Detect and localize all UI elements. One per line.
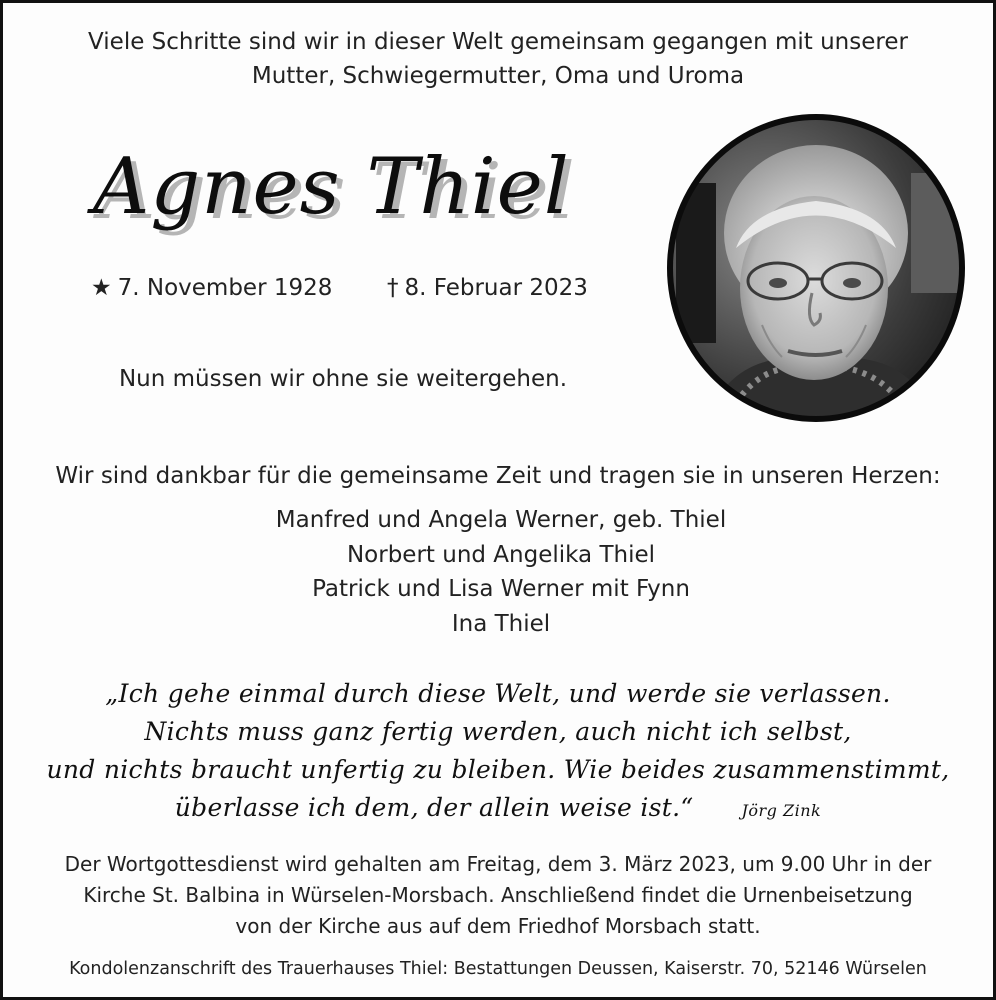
thanks-text: Wir sind dankbar für die gemeinsame Zeit und tragen sie in unseren Herzen: (55, 463, 941, 489)
quote-line: überlasse ich dem, der allein weise ist.“ (174, 793, 694, 822)
service-line: von der Kirche aus auf dem Friedhof Morsbach statt. (235, 914, 761, 938)
cross-icon: † (387, 275, 399, 301)
intro-text (23, 25, 973, 93)
quote-line: Nichts muss ganz fertig werden, auch nicht ich selbst, (144, 717, 852, 746)
intro-line-2: Mutter, Schwiegermutter, Oma und Uroma (251, 63, 745, 89)
death-date-group (387, 273, 588, 303)
quote-block (33, 675, 963, 830)
deceased-name: Agnes Thiel (93, 142, 570, 232)
condolence-address: Kondolenzanschrift des Trauerhauses Thiel: Bestattungen Deussen, Kaiserstr. 70, 52146 Würselen (69, 959, 927, 979)
quote-line: „Ich gehe einmal durch diese Welt, und werde sie verlassen. (105, 679, 891, 708)
family-member: Ina Thiel (451, 610, 551, 637)
family-member: Patrick und Lisa Werner mit Fynn (312, 576, 690, 602)
service-line: Der Wortgottesdienst wird gehalten am Freitag, dem 3. März 2023, um 9.00 Uhr in der (64, 852, 932, 876)
star-icon: ★ (91, 275, 112, 301)
intro-line-1: Viele Schritte sind wir in dieser Welt gemeinsam gegangen mit unserer (88, 29, 908, 55)
birth-date: 7. November 1928 (117, 275, 333, 301)
family-member: Manfred und Angela Werner, geb. Thiel (275, 507, 727, 533)
family-list (103, 503, 899, 641)
service-info (23, 849, 973, 942)
family-member: Norbert und Angelika Thiel (346, 541, 656, 568)
service-line: Kirche St. Balbina in Würselen-Morsbach. Anschließend findet die Urnenbeisetzung (83, 883, 913, 907)
quote-author: Jörg Zink (741, 801, 822, 820)
quote-line-last (33, 789, 963, 830)
death-date: 8. Februar 2023 (404, 275, 588, 301)
quote-line: und nichts braucht unfertig zu bleiben. Wie beides zusammenstimmt, (46, 755, 950, 784)
portrait-photo (666, 113, 966, 423)
portrait-image (666, 113, 966, 423)
tagline: Nun müssen wir ohne sie weitergehen. (118, 366, 568, 392)
birth-date-group (91, 273, 332, 303)
